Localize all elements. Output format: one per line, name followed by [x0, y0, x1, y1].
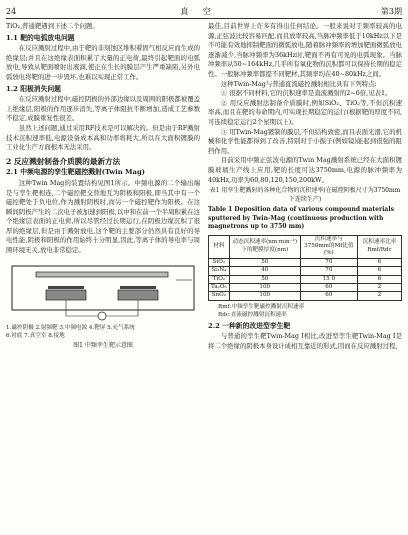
- paragraph: 目前采用中频正弦波电源的Twin Mag溅射系统已经在大面积镀膜玻璃生产线上应用,靶的长度可达3750mm,电源的脉冲频率为40kHz,功率为60,80,120,150,200kW。: [208, 156, 402, 184]
- deposition-table: [208, 235, 402, 301]
- table-header-cell: 动态沉积速率(nm·min⁻¹)下的靶膜厚度(nm): [229, 235, 300, 258]
- table-header-cell: 沉积速率与3750mm的Mf比值(%): [300, 235, 357, 258]
- page-number: 24: [6, 6, 17, 16]
- target-right: [120, 286, 156, 289]
- table-caption: 表1 用孪生靶溅射的各种化合物的沉积速率(在磁控阴极尺寸为3750mm下连续生产): [209, 187, 401, 203]
- section-heading: 2.2 一种新的改进型孪生靶: [208, 321, 291, 330]
- table-row: TiO₂ 50 15 0 6: [209, 275, 402, 283]
- page-header: [6, 4, 402, 19]
- table-header-row: [209, 235, 402, 258]
- section-heading: 1.1 靶的电弧放电问题: [6, 33, 75, 42]
- power-supply: [98, 312, 106, 320]
- section-heading: 1.2 阳极消失问题: [6, 84, 61, 93]
- journal-title: 真 空: [180, 6, 217, 16]
- left-column: [6, 22, 200, 352]
- table-row: SiO₂ 50 70 6: [209, 258, 402, 266]
- paragraph: 虽然上述问题,通过采用RF技术是可以解决的。但是由于RF溅射技术沉积速率低,电源设备成本高和功率将耗大,所以在大面积镀膜的工业化生产方面根本无法采用。: [6, 123, 200, 152]
- table-caption-en: Table 1 Deposition data of various compound materials sputtered by Twin-Mag (continuous production with magnetrons up to 3750 mm): [208, 206, 394, 231]
- paragraph: 最佳,目前世界上许多有得出任何结论。一般来说对于频率较高的电源,正弦波比较容易匹配,而且放率较高,当脉冲频率低于10kHz以下是不可能有效地抑制靶面的微弧放电,随着脉冲频率的增加靶面微弧放电逐渐减少,当脉冲频率为36kHz时,靶面不再有可见的电弧现象。当脉冲频率从50~164kHz,几乎所有氧化物的沉积都可以保持长期的稳定性。一般脉冲频率都提不同靶材,其频率均在40~80kHz之间。: [208, 22, 402, 78]
- section-heading: 2 反应溅射制备介质膜的最新方法: [6, 156, 121, 166]
- power-wiring: [66, 300, 138, 316]
- list-item: ① 很据不同材料,它的沉积速率是直流溅射的2~6倍,见表1。: [220, 89, 392, 98]
- table-row: Si₃N₄ 40 70 6: [209, 267, 402, 275]
- twin-mag-diagram: [6, 260, 200, 322]
- list-item: ③ 用Twin-Mag镀制的膜层,不但结构致密,而且表面光滑,它的机械和化学性能都得到了改善,特别对于小振子(例如镜)能起到很强的阻挡作用。: [208, 127, 402, 155]
- paragraph: 与普通的孪生靶Twin-Mag I相比,改进型孪生靶Twin-Mag I是将二个绝缘的阴极本身设计成相互靠近的形式,因而在反应溅射过程,: [208, 332, 402, 350]
- right-column: [208, 22, 402, 352]
- table-notes: Rmf:中频孪生靶磁控溅射沉积速率 Rdc:直流磁控溅射沉积速率: [218, 303, 305, 318]
- paragraph: 在反应溅射过程中,磁控阴极的外部边缘以及周围的阳极都被覆盖上绝缘层,阳极的作用逐步消失,等离子体阻抗不断增加,造成工艺参数不稳定,成膜重复性很差。: [6, 95, 200, 123]
- table-row: Ta₂O₅ 100 60 2: [209, 283, 402, 291]
- twin-mag-figure: [6, 260, 200, 322]
- cathode-right: [118, 290, 158, 300]
- paragraph: TiO₂,普通靶遇到下述二个问题。: [6, 22, 99, 30]
- issue-number: 第3期: [380, 6, 402, 16]
- paragraph: 这种Twin Mag的装置结构见图1所示。中频电源的二个输出端是与孪生靶相连,二个磁控靶交替地互为阴极和阳极,即当其中有一个磁控靶处于负电位,作为溅射阴极时,而另一个磁控靶作为阳极。在这瞬间阴极产生的二次电子被加速到阳极,以中和在前一个半周积累在这个绝缘层表面的正电荷,所以尽管经过长期运行,在阴极边缘沉积了很厚的绝缘层,但是由于溅射放电,这个靶的主要部分仍然具有良好的导电性能,阴极和阳极的作用始终十分明显,因此,等离子体的导电率与周围环境无关,放电非常稳定。: [6, 178, 200, 255]
- list-item: ② 用反应溅射法制备介质膜时,例如SiO₂、TiO₂等,不但沉积速率高,而且在靶的寿命期内,可实现长期稳定的运行(根据靶的厚度不同,可连续稳定运行2个星期以上)。: [208, 98, 402, 126]
- target-left: [48, 286, 84, 289]
- substrate: [36, 272, 168, 277]
- figure-legend: 1.磁控阴极 2.射频靶 3.中频电源 4.靶屏 5.充气系统 6.衬底 7.真空室 8.接地: [6, 324, 135, 339]
- paragraph: 在反应溅射过程中,由于靶的非刻蚀区堆积着固气相反应而生成的绝缘层;并且在这绝缘表面积累了大量的正电荷,最终引起靶面的电弧放电,导致从靶面喷射出液滴,使正在生长的膜层产生严重缺陷,另外电弧放电将靶的进一步毁坏,也难以实现正常工作。: [6, 44, 200, 81]
- table-header-cell: 材料: [209, 235, 230, 258]
- paragraph: 这种Twin-Mag与普通直流磁控溅射相比具有下列特点:: [220, 79, 377, 88]
- section-heading: 2.1 中频电源的孪生靶磁控溅射(Twin Mag): [6, 168, 145, 177]
- table-row: SnO₂ 100 60 2: [209, 292, 402, 300]
- table-header-cell: 沉积速率比率Rmf/Rdc: [357, 235, 401, 258]
- cathode-left: [46, 290, 86, 300]
- figure-caption: 图1 中频孪生靶示意图: [73, 341, 133, 349]
